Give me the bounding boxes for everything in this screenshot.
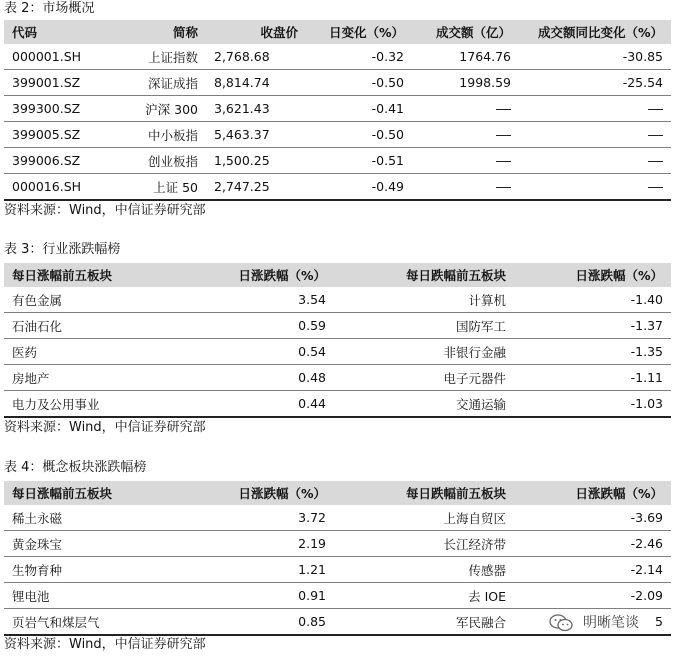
- dash-icon: [648, 109, 663, 110]
- cell-daily-change: -0.41: [306, 96, 412, 122]
- cell-code: 000016.SH: [4, 174, 100, 201]
- col-header-close: 收盘价: [260, 25, 298, 40]
- dash-icon: [648, 135, 663, 136]
- table4-source: 资料来源：Wind，中信证券研究部: [4, 637, 206, 652]
- cell-loss-pct: -2.46: [514, 531, 671, 557]
- cell-gain-pct: 0.48: [184, 365, 334, 391]
- cell-turnover-yoy: -30.85: [519, 44, 671, 70]
- cell-gainer: 有色金属: [4, 287, 184, 313]
- cell-name: 中小板指: [100, 122, 206, 148]
- cell-loss-pct: -1.37: [514, 313, 671, 339]
- cell-gain-pct: 3.54: [184, 287, 334, 313]
- wechat-logo-icon: [549, 614, 573, 632]
- cell-code: 399300.SZ: [4, 96, 100, 122]
- table4-caption: 表 4：概念板块涨跌幅榜: [4, 460, 147, 475]
- cell-loser: 军民融合: [334, 609, 514, 636]
- table-row: [4, 505, 671, 531]
- dash-icon: [496, 187, 511, 188]
- cell-name: 上证 50: [100, 174, 206, 201]
- cell-name: 上证指数: [100, 44, 206, 70]
- cell-gain-pct: 1.21: [184, 557, 334, 583]
- table-row: [4, 365, 671, 391]
- cell-loss-pct: 5: [514, 609, 671, 636]
- col-header-turnover: 成交额（亿）: [435, 25, 511, 40]
- cell-gainer: 锂电池: [4, 583, 184, 609]
- dash-icon: [496, 135, 511, 136]
- cell-gain-pct: 0.54: [184, 339, 334, 365]
- table-row: [4, 96, 671, 122]
- cell-code: 000001.SH: [4, 44, 100, 70]
- cell-gainer: 房地产: [4, 365, 184, 391]
- col-header-top-gainers: 每日涨幅前五板块: [12, 486, 113, 501]
- cell-code: 399005.SZ: [4, 122, 100, 148]
- col-header-top-gainers: 每日涨幅前五板块: [12, 268, 113, 283]
- cell-daily-change: -0.50: [306, 70, 412, 96]
- cell-loser: 计算机: [334, 287, 514, 313]
- cell-daily-change: -0.50: [306, 122, 412, 148]
- cell-gain-pct: 0.44: [184, 391, 334, 418]
- col-header-loss-pct: 日涨跌幅（%）: [575, 486, 663, 501]
- cell-turnover-empty: [412, 122, 519, 148]
- table-header-row: [4, 481, 671, 505]
- table2-source: 资料来源：Wind，中信证券研究部: [4, 203, 206, 218]
- table-row: [4, 313, 671, 339]
- table-row: [4, 70, 671, 96]
- table-row: [4, 583, 671, 609]
- cell-loser: 电子元器件: [334, 365, 514, 391]
- cell-gainer: 稀土永磁: [4, 505, 184, 531]
- cell-gain-pct: 3.72: [184, 505, 334, 531]
- cell-loss-pct: -3.69: [514, 505, 671, 531]
- cell-turnover-yoy-empty: [519, 148, 671, 174]
- col-header-top-losers: 每日跌幅前五板块: [405, 268, 506, 283]
- cell-loss-pct: -2.14: [514, 557, 671, 583]
- cell-gainer: 黄金珠宝: [4, 531, 184, 557]
- cell-close: 1,500.25: [206, 148, 306, 174]
- table-row: [4, 148, 671, 174]
- cell-daily-change: -0.49: [306, 174, 412, 201]
- cell-daily-change: -0.32: [306, 44, 412, 70]
- table3-source: 资料来源：Wind，中信证券研究部: [4, 420, 206, 435]
- cell-loss-pct: -1.03: [514, 391, 671, 418]
- cell-close: 2,768.68: [206, 44, 306, 70]
- cell-daily-change: -0.51: [306, 148, 412, 174]
- cell-close: 2,747.25: [206, 174, 306, 201]
- cell-loss-pct: -2.09: [514, 583, 671, 609]
- cell-loser: 非银行金融: [334, 339, 514, 365]
- table-header-row: [4, 20, 671, 44]
- cell-name: 创业板指: [100, 148, 206, 174]
- col-header-name: 简称: [172, 25, 198, 40]
- cell-gainer: 生物育种: [4, 557, 184, 583]
- cell-gainer: 页岩气和煤层气: [4, 609, 184, 636]
- col-header-loss-pct: 日涨跌幅（%）: [575, 268, 663, 283]
- cell-gainer: 电力及公用事业: [4, 391, 184, 418]
- cell-turnover-yoy: -25.54: [519, 70, 671, 96]
- cell-loser: 交通运输: [334, 391, 514, 418]
- cell-loser: 传感器: [334, 557, 514, 583]
- cell-loss-pct: -1.35: [514, 339, 671, 365]
- market-overview-table: [4, 20, 671, 201]
- col-header-gain-pct: 日涨跌幅（%）: [238, 486, 326, 501]
- cell-turnover-yoy-empty: [519, 174, 671, 201]
- table-header-row: [4, 263, 671, 287]
- cell-gain-pct: 2.19: [184, 531, 334, 557]
- table-row: [4, 174, 671, 201]
- table-row: [4, 44, 671, 70]
- cell-turnover-empty: [412, 174, 519, 201]
- cell-gain-pct: 0.91: [184, 583, 334, 609]
- table3-caption: 表 3：行业涨跌幅榜: [4, 242, 121, 257]
- table-row: [4, 531, 671, 557]
- cell-loss-pct: -1.40: [514, 287, 671, 313]
- cell-turnover-empty: [412, 148, 519, 174]
- cell-code: 399006.SZ: [4, 148, 100, 174]
- cell-gainer: 医药: [4, 339, 184, 365]
- cell-gain-pct: 0.85: [184, 609, 334, 636]
- cell-loser: 长江经济带: [334, 531, 514, 557]
- watermark-text: 明晰笔谈: [583, 615, 639, 631]
- cell-close: 3,621.43: [206, 96, 306, 122]
- table2-caption: 表 2：市场概况: [4, 1, 95, 16]
- table-row: [4, 339, 671, 365]
- col-header-code: 代码: [12, 25, 38, 40]
- dash-icon: [648, 161, 663, 162]
- cell-name: 深证成指: [100, 70, 206, 96]
- cell-loss-pct: -1.11: [514, 365, 671, 391]
- cell-turnover-yoy-empty: [519, 122, 671, 148]
- cell-close: 5,463.37: [206, 122, 306, 148]
- col-header-turnover-yoy: 成交额同比变化（%）: [537, 25, 663, 40]
- cell-turnover-yoy-empty: [519, 96, 671, 122]
- cell-turnover-empty: [412, 96, 519, 122]
- cell-loser: 国防军工: [334, 313, 514, 339]
- table-row: [4, 557, 671, 583]
- cell-close: 8,814.74: [206, 70, 306, 96]
- dash-icon: [648, 187, 663, 188]
- table-row: [4, 122, 671, 148]
- cell-gain-pct: 0.59: [184, 313, 334, 339]
- cell-code: 399001.SZ: [4, 70, 100, 96]
- cell-turnover: 1764.76: [412, 44, 519, 70]
- col-header-gain-pct: 日涨跌幅（%）: [238, 268, 326, 283]
- dash-icon: [496, 161, 511, 162]
- cell-name: 沪深 300: [100, 96, 206, 122]
- dash-icon: [496, 109, 511, 110]
- cell-loser: 上海自贸区: [334, 505, 514, 531]
- cell-gainer: 石油石化: [4, 313, 184, 339]
- col-header-top-losers: 每日跌幅前五板块: [405, 486, 506, 501]
- table-row: [4, 391, 671, 418]
- watermark: [537, 612, 667, 636]
- cell-loser: 去 IOE: [334, 583, 514, 609]
- cell-turnover: 1998.59: [412, 70, 519, 96]
- table-row: [4, 287, 671, 313]
- col-header-daily-change: 日变化（%）: [328, 25, 404, 40]
- industry-ranking-table: [4, 263, 671, 418]
